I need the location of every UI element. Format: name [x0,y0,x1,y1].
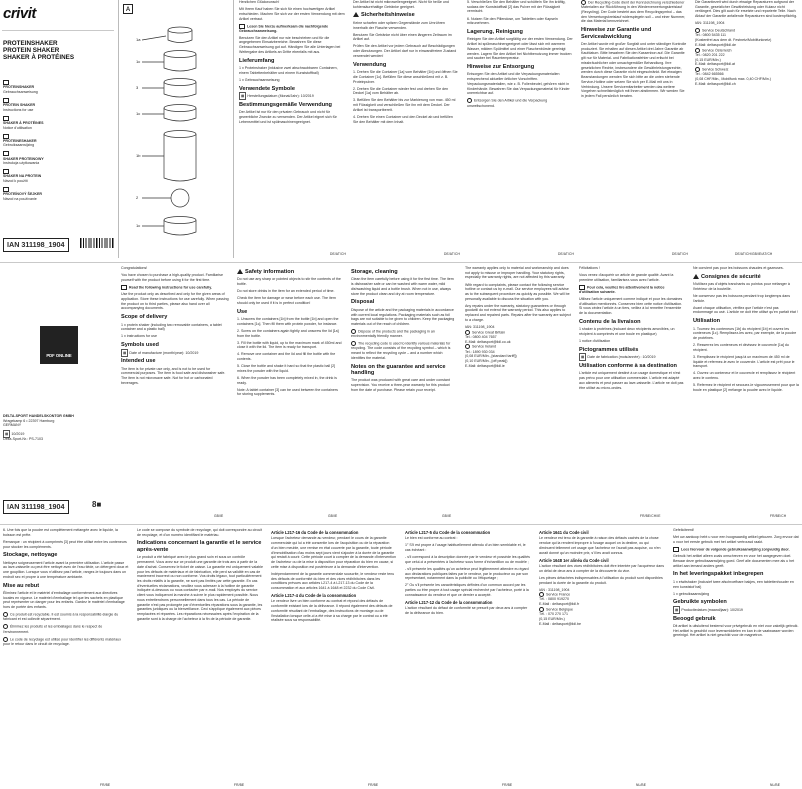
heading-article: Article L217-12 du Code de la consommation [405,599,493,605]
svg-text:1b: 1b [136,153,141,158]
imprint-address: DELTA-SPORT HANDELSKONTOR GMBH Wragekamp 6 • 22397 Hamburg GERMANY ▦ 10/2019 Delta-Sport-Nr.: PS-7103 [3,414,74,441]
cover-title-en: PROTEIN SHAKER [3,47,60,55]
sheet-2 [0,266,802,520]
heading-symbole: Verwendete Symbole [239,85,295,92]
en-col-3: Storage, cleaning Clean the item carefully before using it for the first time. The item is dishwasher safe or can be washed with warm water, mild dishwashing liquid and a bottle brush. When not in use, always store the product clean and dry at room temperature. Disposal Dispose of the article and the packaging materials in accordance with current local regulations. Packaging materials such as foil bags are not suitable to be given to children. Keep the packaging materials out of the reach of children. Dispose of the products and the packaging in an environmentally friendly manner. The recycling code is used to identify various materials for recycling. The code consists of the recycling symbol – which is meant to reflect the recycling cycle – and a number which identifies the material. Notes on the guarantee and service handling The product was produced with great care and under constant supervision. You receive a three-year warranty for this product from the date of purchase. Please retain your receipt. [348,266,460,520]
heading-pictogrammes: Pictogrammes utilisés [579,346,639,353]
svg-text:1a: 1a [136,37,141,42]
svg-text:3: 3 [136,85,139,90]
flag-icon [3,134,9,139]
date-symbol-icon: ▦ [241,94,245,99]
de-col-2: Der Artikel ist nicht mikrowellengeeignet. Nicht für heiße und kohlensäurehaltige Getränke geeignet. Sicherheitshinweise Keine scharfen oder spitzen Gegenstände zum Umrühren innerhalb der Flasche verwenden. Benutzen Sie Getränke nicht über einen längeren Zeitraum im Artikel auf. Prüfen Sie den Artikel vor jedem Gebrauch auf Beschädigungen oder Abnutzungen. Der Artikel darf nur in einwandfreiem Zustand verwendet werden! Verwendung 1. Drehen Sie die Container [1a] vom Behälter [1b] und öffnen Sie die Container [1c]. Befüllen Sie diese anschließend mit z. B. Proteinpulver. 2. Drehen Sie die Container wieder fest und drehen Sie den Deckel [1a] vom Behälter ab. 3. Befüllen Sie den Behälter bis zur Markierung von max. 450 ml mit Flüssigkeit und verschließen Sie ihn mit dem Deckel. Der Artikel ist transportbereit. 4. Drehen Sie einen Container und den Deckel ab und befüllen Sie den Behälter mit dem Inhalt. [353,0,458,124]
footer-lang: GB/IE [442,513,452,518]
en-col-2: Safety information Do not use any sharp or pointed objects to stir the contents of the bottle. Do not store drinks in the item for an extended period of time. Check the item for damage or wear before each use. The item should only be used if it is in perfect condition! Use 1. Unscrew the containers [1b] from the bottle [1b] and open the containers [1c]. Then fill them with protein powder, for instance. 2. Screw on the containers again tightly and unscrew the lid [1a] from the bottle. 3. Fill the bottle with liquid, up to the maximum mark of 450ml and close it with the lid. The item is ready for transport. 4. Remove one container and the lid and fill the bottle with the contents. 5. Close the bottle and shake it hard so that the plastic ball [2] mixes the powder with the liquid. 6. When the powder has been completely mixed in, the drink is ready. Note: A tablet container [3] can be used between the containers for storing supplements. [237,269,342,397]
footer-lang: FR/BE/CH [770,513,787,518]
heading-article: Article L217-4 du Code de la consommation [271,593,357,599]
footer-lang: NL/BE [636,782,647,787]
heading-contenu: Contenu de la livraison [579,318,641,325]
svg-text:1c: 1c [136,111,141,116]
language-item: SHAKER NA PROTEIN Návod k použití [3,169,113,184]
heading-article: Article L217-5 du Code de la consommation [405,530,491,535]
footer-lang: FR/BE/CH/IE [640,513,661,518]
heading-utilisation-conforme: Utilisation conforme à sa destination [579,363,677,370]
heading-sicherheit: Sicherheitshinweise [353,12,459,18]
footer-lang: GB/IE [328,513,338,518]
footer-lang: FR/BE [100,782,111,787]
fr-col-1: Félicitations ! Vous venez d'acquérir un article de grande qualité. Avant la première utilisation, familiarisez-vous avec l'article. Pour cela, veuillez lire attentivement la notice d'utilisation suivante. Utilisez l'article uniquement comme indiqué et pour les domaines d'utilisation mentionnés. Conservez bien cette notice d'utilisation. Si vous cédez l'article à un tiers, veillez à lui remettre l'ensemble de la documentation. Contenu de la livraison 1 shaker à protéines (incluant deux récipients amovibles, un récipient à comprimés et une boule en plastique) 1 notice d'utilisation Pictogrammes utilisés ▦ Date de fabrication (mois/année) : 10/2019 Utilisation conforme à sa destination L'article est uniquement destiné à un usage domestique et n'est pas prévu pour une utilisation commerciale. L'article est adapté aux aliments et peut passer au lave-vaisselle. L'article ne doit pas être utilisé au micro-ondes. [579,266,684,390]
heading-safety: Safety information [237,269,343,275]
svg-text:1c: 1c [136,223,141,228]
heading-entsorgung: Hinweise zur Entsorgung [467,64,535,71]
svg-text:2: 2 [136,195,139,200]
figure-label-a: A [123,4,133,14]
heading-symbols: Symbols used [121,342,159,349]
de-col-1: Herzlichen Glückwunsch! Mit Ihrem Kauf haben Sie sich für einen hochwertigen Artikel entschieden. Machen Sie sich vor der ersten Verwendung mit dem Artikel vertraut. Lesen Sie hierzu aufmerksam die nachfolgende Gebrauchsanweisung. Benutzen Sie den Artikel nur wie beschrieben und für die angegebenen Einsatzbereiche. Bewahren Sie diese Gebrauchsanweisung gut auf. Händigen Sie alle Unterlagen bei Weitergabe des Artikels an Dritte ebenfalls mit aus. Lieferumfang 1 x Proteinshaker (inklusive zwei abschraubbaren Containern, einem Tablettenbehälter und einem Kunststoffball) 1 x Gebrauchsanweisung Verwendete Symbole ▦ Herstellungsdatum (Monat/Jahr): 10/2019 Bestimmungsgemäße Verwendung Der Artikel ist nur für den privaten Gebrauch und nicht für gewerbliche Zwecke zu verwenden. Der Artikel eignet sich für Lebensmittel und ist spülmaschinengeeignet. [239,0,345,124]
barcode [80,238,114,248]
page-count: 8■ [92,500,102,509]
heading-intended-use: Intended use [121,358,156,365]
heading-garantie: Hinweise zur Garantie und Serviceabwicklung [581,27,652,40]
heading-consignes: Consignes de sécurité [693,274,799,280]
heading-verwendung-steps: Verwendung [353,61,387,68]
fr-col-6: Article L217-5 du Code de la consommation Le bien est conforme au contrat : 1° S'il est propre à l'usage habituellement attendu d'un bien semblable et, le cas échéant : - s'il correspond à la description donnée par le vendeur et possède les qualités que celui-ci a présentées à l'acheteur sous forme d'échantillon ou de modèle ; - s'il présente les qualités qu'un acheteur peut légitimement attendre eu égard aux déclarations publiques faites par le vendeur, par le producteur ou par son représentant, notamment dans la publicité ou l'étiquetage ; 2° Ou s'il présente les caractéristiques définies d'un commun accord par les parties ou être propre à tout usage spécial recherché par l'acheteur, porté à la connaissance du vendeur et que ce dernier a accepté. Article L217-12 du Code de la consommation L'action résultant du défaut de conformité se prescrit par deux ans à compter de la délivrance du bien. [405,530,530,616]
heading-levering: In het leveringspakket inbegrepen [673,571,764,578]
imprint-column [0,266,118,520]
language-item: PROTEÍNOVÝ ŠEJKER Návod na používanie [3,187,113,202]
heading-stockage: Stockage, nettoyage [3,552,58,559]
date-symbol-icon: ▦ [675,607,679,612]
de-col-5: Die Garantiezeit wird durch etwaige Reparaturen aufgrund der Garantie, gesetzlicher Gewährleistung oder Kulanz nicht verlängert. Dies gilt auch für ersetzte und reparierte Teile. Nach Ablauf der Garantie anfallende Reparaturen sind kostenpflichtig. IAN: 311198_1904 Service Deutschland Tel.: 0800 5435 111 (Kostenfrei aus dem dt. Festnetz/Mobilfunknetz) E-Mail: deltasport@lidl.de Service Österreich Tel.: 0820 201 222 (0,15 EUR/Min.) E-Mail: deltasport@lidl.at Service Schweiz Tel.: 0842 665566 (0,08 CHF/Min., Mobilfunk max. 0,40 CHF/Min.) E-Mail: deltasport@lidl.ch [695,0,798,86]
figure-column [118,0,234,258]
read-instructions-note: Lesen Sie hierzu aufmerksam die nachfolgende Gebrauchsanweisung. [239,23,329,33]
heading-guarantee: Notes on the guarantee and service handling [351,363,446,377]
heading-symbolen: Gebruikte symbolen [673,599,727,606]
footer-lang: FR/BE [368,782,379,787]
sheet-3 [0,528,802,789]
fr-col-7: Article 1641 du Code civil Le vendeur est tenu de la garantie à raison des défauts cachés de la chose vendue qui la rendent impropre à l'usage auquel on la destine, ou qui diminuent tellement cet usage que l'acheteur ne l'aurait pas acquise, ou n'en aurait donné qu'un moindre prix, s'il les avait connus. Article 1648 1er alinéa du Code civil L'action résultant des vices rédhibitoires doit être intentée par l'acquéreur dans un délai de deux ans à compter de la découverte du vice. Les pièces détachées indispensables à l'utilisation du produit sont disponibles pendant la durée de la garantie du produit. IAN : 311198_1904 Service France Tél. : 0800 919270 E-Mail : deltasport@lidl.fr Service Belgique Tél. : 070 270 171 (0,15 EUR/Min.) E-Mail : deltasport@lidl.be [539,530,665,626]
shaker-exploded-illustration [122,16,232,246]
cover-titles [3,40,74,62]
fr-col-5: Article L217-16 du Code de la consommation Lorsque l'acheteur demande au vendeur, pendant le cours de la garantie commerciale qui lui a été consentie lors de l'acquisition ou de la réparation d'un bien meuble, une remise en état couverte par la garantie, toute période d'immobilisation d'au moins sept jours vient s'ajouter à la durée de la garantie qui restait à courir. Cette période court à compter de la demande d'intervention de l'acheteur ou de la mise à disposition pour réparation du bien en cause, si cette mise à disposition est postérieure à la demande d'intervention. Indépendamment de la garantie commerciale souscrite, le vendeur reste tenu des défauts de conformité du bien et des vices rédhibitoires dans les conditions prévues aux articles L217-4 à L217-13 du Code de la consommation et aux articles 1641 à 1648 et 2232 du Code Civil. Article L217-4 du Code de la consommation Le vendeur livre un bien conforme au contrat et répond des défauts de conformité existant lors de la délivrance. Il répond également des défauts de conformité résultant de l'emballage, des instructions de montage ou de l'installation lorsque celle-ci a été mise à sa charge par le contrat ou a été réalisée sous sa responsabilité. [271,530,396,623]
warning-icon [693,274,699,279]
warning-icon [237,269,243,274]
heading-verwendung: Bestimmungsgemäße Verwendung [239,101,332,108]
language-item: SHAKER PROTEINOWY Instrukcja użytkowania [3,151,113,166]
heading-scope: Scope of delivery [121,314,168,321]
date-symbol-icon: ▦ [123,350,127,355]
heading-indications-garantie: Indications concernant la garantie et le service après-vente [137,540,262,553]
cover-title-de: PROTEINSHAKER [3,40,58,47]
footer-lang: DE/AT/CH [672,251,688,256]
footer-lang: DE/AT/CH [558,251,574,256]
de-col-3: 5. Verschließen Sie den Behälter und schütteln Sie ihn kräftig, sodass der Kunststoffball [2] das Pulver mit der Flüssigkeit vermischt. 6. Nutzen Sie den Pillendose, um Tabletten oder Kapseln mitzunehmen. Lagerung, Reinigung Reinigen Sie den Artikel sorgfältig vor der ersten Verwendung. Der Artikel ist spülmaschinengeeignet oder lässt sich mit warmem Wasser, mildem Spülmittel und einer Flaschenbürste gereinigt werden. Lagern Sie den Artikel bei Nichtbenutzung immer trocken und sauber bei Raumtemperatur. Hinweise zur Entsorgung Entsorgen Sie den Artikel und die Verpackungsmaterialien entsprechend aktueller örtlicher Vorschriften. Verpackungsmaterialien, wie z. B. Folienbeutel, gehören nicht in Kinderhände. Bewahren Sie das Verpackungsmaterial für Kinder unerreichbar auf. Entsorgen Sie den Artikel und die Verpackung umweltschonend. [467,0,573,108]
book-icon [121,285,127,290]
footer-lang: DE/AT/CH/GB/IE/AT/CH [735,251,773,256]
footer-lang: NL/BE [770,782,781,787]
footer-lang: DE/AT/CH [444,251,460,256]
fr-col-3: 6. Une fois que la poudre est complètement mélangée avec le liquide, la boisson est prête. Remarque : un récipient à comprimés [3] peut être utilisé entre les conteneurs pour stocker les compléments. Stockage, nettoyage Nettoyez soigneusement l'article avant la première utilisation. L'article passe au lave-vaisselle ou peut être nettoyé avec de l'eau tiède, un détergent doux et une goupillon. Lorsque vous n'utilisez pas l'article, rangez-le toujours dans un endroit sec et propre à une température ambiante. Mise au rebut Éliminez l'article et le matériel d'emballage conformément aux directives locales en vigueur. Le matériel d'emballage tel que les sachets en plastique peut représenter un danger pour les enfants. Gardez le matériel d'emballage hors de portée des enfants. Ce produit est recyclable. Il est soumis à la responsabilité élargie du fabricant et est collecté séparément. Éliminez les produits et les emballages dans le respect de l'environnement. Le code de recyclage est utilisé pour identifier les différents matériaux pour le retour dans le circuit de recyclage. [3,528,129,646]
service-contacts-fr: IAN : 311198_1904 Service France Tél. : 0800 919270 E-Mail : deltasport@lidl.fr Service Belgique Tél. : 070 270 171 (0,15 EUR/Min.) E-Mail : deltasport@lidl.be [539,587,581,626]
heading-use: Use [237,308,248,315]
language-list [3,80,113,205]
heading-storage: Storage, cleaning [351,269,398,275]
svg-text:1c: 1c [136,59,141,64]
cover-column [0,0,118,258]
sheet-1 [0,0,802,258]
heading-lagerung: Lagerung, Reinigung [467,28,523,35]
footer-lang: FR/BE [502,782,513,787]
fr-col-2: Ne convient pas pour les boissons chaudes et gazeuses. Consignes de sécurité N'utilisez pas d'objets tranchants ou pointus pour mélanger à l'intérieur de la bouteille. Ne conservez pas les boissons pendant trop longtemps dans l'article. Avant chaque utilisation, vérifiez que l'article n'est pas endommagé ou usé. L'article ne doit être utilisé qu'en parfait état ! Utilisation 1. Tournez les conteneurs [1b] du récipient [1b] et ouvrez les conteneurs [1c]. Remplissez-les avec, par exemple, de la poudre de protéines. 2. Resserrez les conteneurs et dévissez le couvercle [1a] du récipient. 3. Remplissez le récipient jusqu'à un maximum de 450 ml de liquide et refermez-le avec le couvercle. L'article est prêt pour le transport. 4. Ouvrez un conteneur et le couvercle et remplissez le récipient avec le contenu. 5. Refermez le récipient et secouez-le vigoureusement pour que la boule en plastique [2] mélange la poudre avec le liquide. [693,266,799,392]
language-item: PROTEIN SHAKER Instructions for use [3,98,113,113]
book-icon [673,547,679,552]
service-contacts-gb: IAN: 311198_1904 Service Great Britain Tel.: 0800 404 7657 E-Mail: deltasport@lidl.co.uk Service Ireland Tel.: 1890 930 034 (0,08 EUR/Min., [standard tariff]) (0,10 EUR/Min., [off peak]) E-Mail: deltasport@lidl.ie [465,324,517,368]
phone-icon [695,48,700,53]
cover-title-fr: SHAKER À PROTÉINES [3,54,75,62]
pdf-online-qr: PDF ONLINE [40,326,78,364]
en-col-1: Congratulations! You have chosen to purchase a high-quality product. Familiarise yourself with the product before using it for the first time. Read the following instructions for use carefully. Use the product only as described and only for the given areas of application. Store these instructions for use carefully. When passing the product on to third parties, please also hand over all accompanying documents. Scope of delivery 1 x protein shaker (including two removable containers, a tablet container and a plastic ball) 1 x instructions for use Symbols used ▦ Date of manufacture (month/year): 10/2019 Intended use The item is for private use only, and is not to be used for commercial purposes. The item is food safe and dishwasher safe. The item is not microwave safe. Not for hot or carbonated beverages. [121,266,229,385]
fr-col-4: Le code se compose du symbole de recyclage, qui doit correspondre au circuit de recyclage, et d'un numéro identifiant le matériau. Indications concernant la garantie et le service après-vente Le produit a été fabriqué avec le plus grand soin et sous un contrôle permanent. Vous avez sur ce produit une garantie de trois ans à partir de la date d'achat. Conservez le ticket de caisse. La garantie est uniquement valable pour les défauts de matériaux et de fabrication, elle perd sa validité en cas de maniement incorrect ou non conforme. Vos droits légaux, tout particulièrement les droits relatifs à la garantie, ne sont pas limités par cette garantie. En cas d'éventuelles réclamations, veuillez vous adresser à la hotline de garantie indiquée ci-dessous ou nous contacter par e-mail. Nos employés du service client vous indiqueront la marche à suivre le plus rapidement possible. Nous nous entretiendrons personnellement dans tous les cas. La période de garantie n'est pas prolongée par d'éventuelles réparations sous la garantie, les garanties juridiques ou la bienveillance. Ceci s'applique également aux pièces remplacées et réparées. Les réparations nécessaires après l'expiration de la garantie sont à la charge de l'acheteur à la fin de la période de garantie. [137,528,263,621]
en-col-4: The warranty applies only to material and workmanship and does not apply to misuse or improper handling. Your statutory rights, especially the warranty rights, are not affected by this warranty. With regard to complaints, please contact the following service hotline or contact us by e-mail. Our service employees will advise as to the subsequent procedure as quickly as possible. We will be personally available to discuss the situation with you. Any repairs under the warranty, statutory guarantees or through goodwill do not extend the warranty period. This also applies to replaced and repaired parts. Repairs after the warranty are subject to a charge. IAN: 311198_1904 Service Great Britain Tel.: 0800 404 7657 E-Mail: deltasport@lidl.co.uk Service Ireland Tel.: 1890 930 034 (0,08 EUR/Min., [standard tariff]) (0,10 EUR/Min., [off peak]) E-Mail: deltasport@lidl.ie [465,266,571,368]
heading-article: Article 1641 du Code civil [539,530,589,535]
de-col-4: Der Recycling-Code dient der Kennzeichnung verschiedener Materialien zur Rückführung in den Wiederverwertungskreislauf (Recycling). Der Code besteht aus dem Recyclingsymbol – das den Verwertungskreislauf widerspiegeln soll – und einer Nummer, die das Material kennzeichnet. Hinweise zur Garantie und Serviceabwicklung Der Artikel wurde mit großer Sorgfalt und unter ständiger Kontrolle produziert. Sie erhalten auf diesen Artikel drei Jahre Garantie ab Kaufdatum. Bitte bewahren Sie den Kassenbon auf. Die Garantie gilt nur für Material- und Fabrikationsfehler und erlischt bei missbräuchlicher oder unsachgemäßer Behandlung. Ihre gesetzlichen Rechte, insbesondere die Gewährleistungsrechte, werden durch diese Garantie nicht eingeschränkt. Bei etwaigen Beanstandungen wenden Sie sich bitte an die unten stehende Service-Hotline oder setzen Sie sich per E-Mail mit uns in Verbindung. Unsere Servicemitarbeiter werden das weitere Vorgehen schnellstmöglich mit Ihnen abstimmen. Wir werden Sie in jedem Fall persönlich beraten. [581,0,687,99]
heading-mise-au-rebut: Mise au rebut [3,582,40,589]
footer-lang: GB/IE [214,513,224,518]
heading-article: Article 1648 1er alinéa du Code civil [539,557,609,563]
date-symbol-icon: ▦ [581,355,585,360]
nl-col-1: Gefeliciteerd! Met uw aankoop hebt u voor een hoogwaardig artikel gekozen. Zorg ervoor dat u voor het eerste gebruik met het artikel vertrouwd raakt. Lees hiervoor de volgende gebruiksaanwijzing zorgvuldig door. Gebruik het artikel alleen zoals omschreven en voor het aangegeven doel. Bewaar deze gebruiksaanwijzing goed. Geef alle documenten mee als u het artikel aan iemand anders geeft. In het leveringspakket inbegrepen 1 x eiwitshaker (inclusief twee afschroefbare bakjes, een tablettenhouder en een kunststof bal) 1 x gebruiksaanwijzing Gebruikte symbolen ▦ Productiedatum (maand/jaar): 10/2019 Beoogd gebruik Dit artikel is uitsluitend bestemd voor privégebruik en niet voor zakelijk gebruik. Het artikel is geschikt voor levensmiddelen en kan in de vaatwasser worden gereinigd. Het artikel is niet geschikt voor de magnetron. [673,528,799,638]
footer-lang: FR/BE [234,782,245,787]
language-item: SHAKER À PROTÉINES Notice d'utilisation [3,116,113,131]
phone-icon [465,344,470,349]
date-symbol-icon: ▦ [5,432,9,437]
heading-beoogd: Beoogd gebruik [673,615,716,622]
flag-icon [3,116,9,121]
heading-lieferumfang: Lieferumfang [239,57,275,64]
language-item: PROTEINESHAKER Gebruiksaanwijzing [3,134,113,149]
ian-label: IAN 311198_1904 [3,238,69,252]
heading-utilisation: Utilisation [693,318,721,325]
phone-icon [465,330,470,335]
heading-disposal: Disposal [351,299,375,306]
service-contacts-de: Service Deutschland Tel.: 0800 5435 111 (Kostenfrei aus dem dt. Festnetz/Mobilfunknetz) E-Mail: deltasport@lidl.de Service Österreich Tel.: 0820 201 222 (0,15 EUR/Min.) E-Mail: deltasport@lidl.at Service Schweiz Tel.: 0842 665566 (0,08 CHF/Min., Mobilfunk max. 0,40 CHF/Min.) E-Mail: deltasport@lidl.ch [695,28,772,86]
footer-lang: DE/AT/CH [330,251,346,256]
brand-logo: crivit [3,5,36,22]
language-item: PROTEINSHAKER Gebrauchsanweisung [3,80,113,95]
warning-icon [353,12,359,17]
heading-article: Article L217-16 du Code de la consommation [271,530,359,535]
flag-icon [3,151,9,156]
ian-label-back: IAN 311198_1904 [3,500,69,514]
